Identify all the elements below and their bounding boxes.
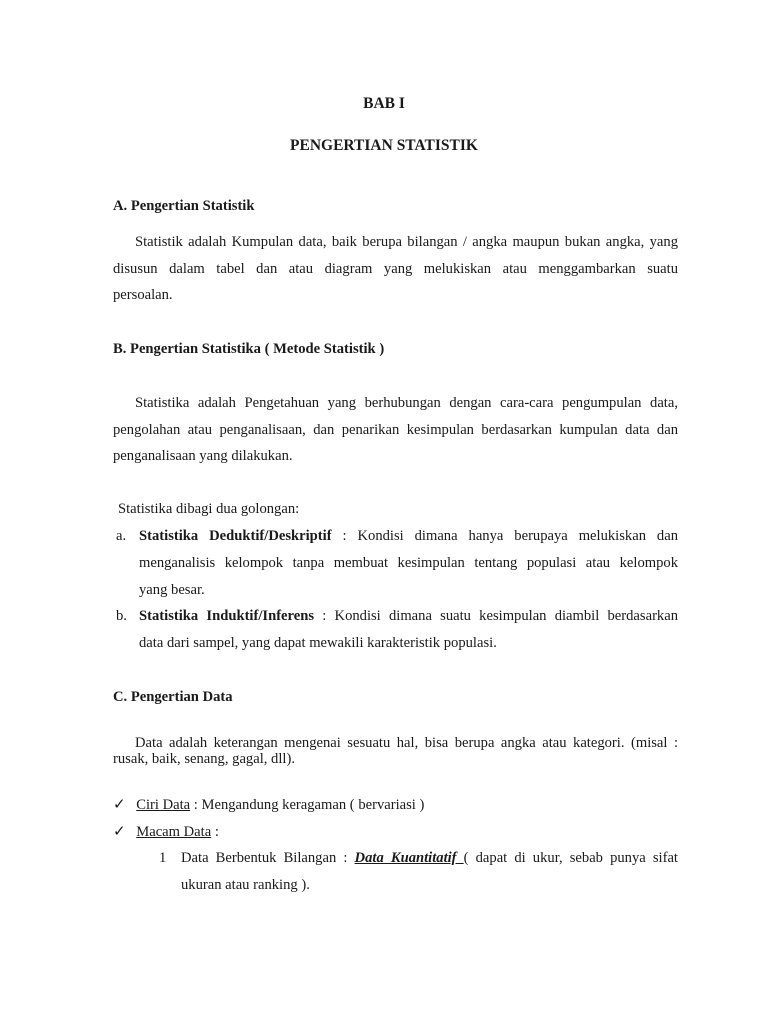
macam-data-label: Macam Data xyxy=(136,824,212,840)
section-b-heading: B. Pengertian Statistika ( Metode Statistik ) xyxy=(113,341,385,357)
chapter-title: PENGERTIAN STATISTIK xyxy=(290,137,478,154)
sub-item-number: 1 xyxy=(159,850,167,866)
section-a-heading: A. Pengertian Statistik xyxy=(113,198,255,214)
list-item-a-line-3: yang besar. xyxy=(139,582,205,598)
sub-item-line-1: Data Berbentuk Bilangan : Data Kuantitatif ( dapat di ukur, sebab punya sifat xyxy=(181,850,678,866)
data-kuantitatif-term: Data Kuantitatif xyxy=(354,850,464,866)
list-item-b-line-2: data dari sampel, yang dapat mewakili karakteristik populasi. xyxy=(139,635,497,651)
list-item-a-line-1: Statistika Deduktif/Deskriptif : Kondisi dimana hanya berupaya melukiskan dan xyxy=(139,528,678,544)
checklist-item-macam: ✓ Macam Data : xyxy=(113,822,219,840)
check-icon: ✓ xyxy=(113,822,126,840)
ciri-data-label: Ciri Data xyxy=(136,797,191,813)
section-b-line-2: pengolahan atau penganalisaan, dan penarikan kesimpulan berdasarkan kumpulan data dan xyxy=(113,422,678,438)
section-c-line-1: Data adalah keterangan mengenai sesuatu hal, bisa berupa angka atau kategori. (misal : xyxy=(135,735,678,751)
checklist-item-ciri: ✓ Ciri Data : Mengandung keragaman ( bervariasi ) xyxy=(113,795,425,813)
section-a-line-3: persoalan. xyxy=(113,287,173,303)
list-marker-b: b. xyxy=(116,608,127,624)
section-c-line-2: rusak, baik, senang, gagal, dll). xyxy=(113,751,295,767)
section-b-line-3: penganalisaan yang dilakukan. xyxy=(113,448,293,464)
chapter-heading: BAB I xyxy=(363,95,405,112)
sub-item-line-2: ukuran atau ranking ). xyxy=(181,877,310,893)
section-a-line-2: disusun dalam tabel dan atau diagram yang melukiskan atau menggambarkan suatu xyxy=(113,261,678,277)
section-a-line-1: Statistik adalah Kumpulan data, baik berupa bilangan / angka maupun bukan angka, yang xyxy=(135,234,678,250)
section-c-heading: C. Pengertian Data xyxy=(113,689,233,705)
division-intro: Statistika dibagi dua golongan: xyxy=(118,501,300,517)
list-item-a-line-2: menganalisis kelompok tanpa membuat kesimpulan tentang populasi atau kelompok xyxy=(139,555,678,571)
term-deduktif: Statistika Deduktif/Deskriptif xyxy=(139,528,332,544)
list-marker-a: a. xyxy=(116,528,127,544)
section-b-line-1: Statistika adalah Pengetahuan yang berhubungan dengan cara-cara pengumpulan data, xyxy=(135,395,678,411)
term-induktif: Statistika Induktif/Inferens xyxy=(139,608,315,624)
list-item-b-line-1: Statistika Induktif/Inferens : Kondisi dimana suatu kesimpulan diambil berdasarkan xyxy=(139,608,678,624)
check-icon: ✓ xyxy=(113,795,126,813)
